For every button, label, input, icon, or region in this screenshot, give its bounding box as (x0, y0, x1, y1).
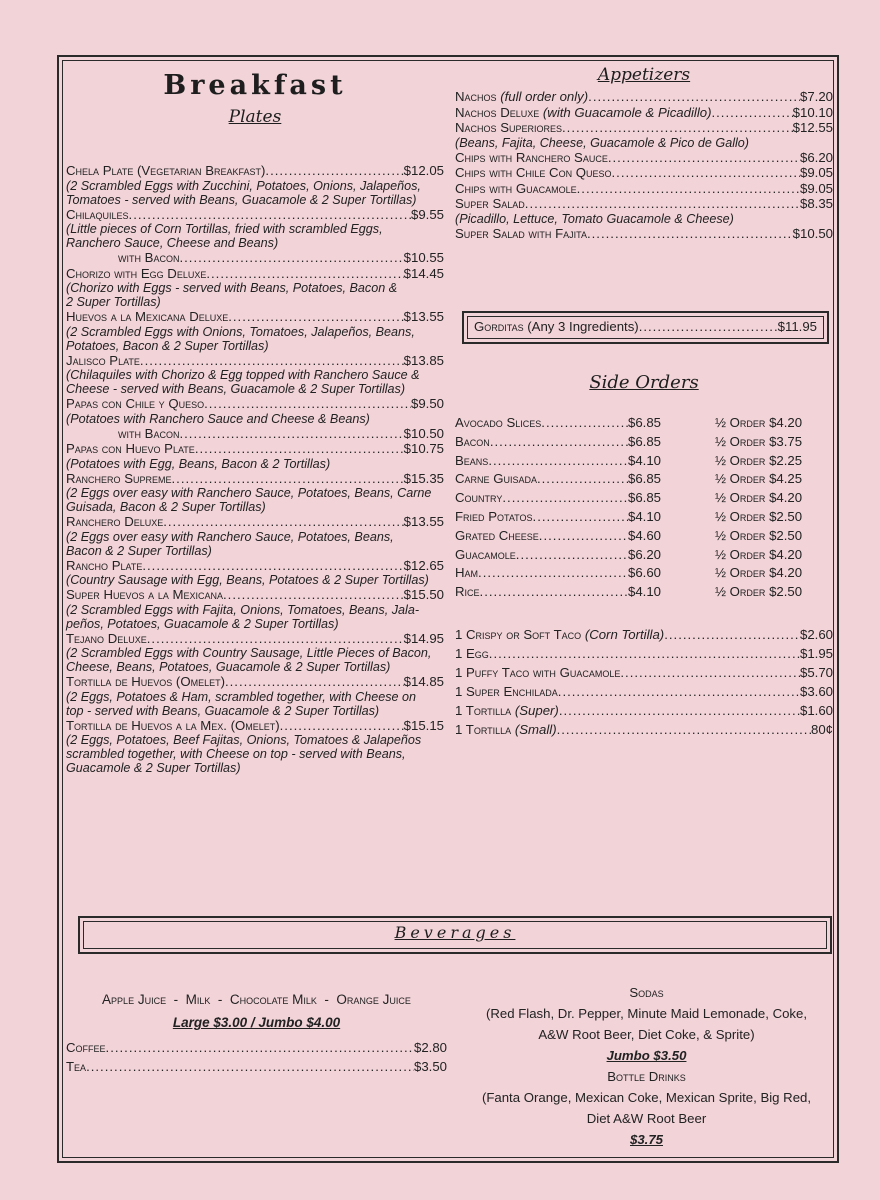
half-order-price: ½ Order $2.50 (715, 584, 803, 600)
item-price: $13.85 (403, 352, 444, 368)
half-order-price: ½ Order $4.20 (715, 490, 803, 506)
item-name: Chips with Guacamole (455, 180, 577, 196)
item-description: peños, Potatoes, Guacamole & 2 Super Tortillas) (66, 616, 339, 631)
item-name: Tortilla de Huevos a la Mex. (Omelet) (66, 717, 280, 733)
side-order-row (455, 564, 833, 583)
item-price: $8.35 (799, 196, 833, 211)
item-description: (2 Eggs, Potatoes & Ham, scrambled together, with Cheese on (66, 689, 417, 704)
side-price: $6.85 (627, 433, 661, 449)
item-price: $9.05 (799, 180, 833, 196)
item-price: $10.75 (403, 441, 444, 456)
side-name: Bacon (455, 433, 490, 449)
side-price: $4.10 (627, 452, 661, 468)
menu-item (455, 105, 833, 121)
beverages-left (66, 992, 447, 1076)
menu-item (455, 89, 833, 105)
item-name: Tea (66, 1059, 87, 1074)
item-name: Jalisco Plate (66, 352, 140, 368)
item-description: (Country Sausage with Egg, Beans, Potatoes & 2 Super Tortillas) (66, 573, 429, 587)
item-description: Guacamole & 2 Super Tortillas) (66, 761, 241, 775)
item-description: (2 Scrambled Eggs with Fajita, Onions, Tomatoes, Beans, Jala- (66, 602, 420, 617)
item-price: $13.55 (403, 309, 444, 324)
item-description: scrambled together, with Cheese on top - served with Beans, (66, 747, 406, 761)
side-price: $6.85 (627, 490, 661, 506)
menu-item (66, 426, 444, 442)
half-order-price: ½ Order $4.25 (715, 471, 803, 487)
item-price: $13.55 (403, 514, 444, 529)
side-price: $4.10 (627, 584, 661, 600)
menu-item (455, 720, 833, 739)
sodas-price: Jumbo $3.50 (606, 1048, 687, 1063)
item-description: Potatoes, Bacon & 2 Super Tortillas) (66, 338, 269, 353)
beverages-header-box (78, 916, 832, 954)
item-description: (Beans, Fajita, Cheese, Guacamole & Pico de Gallo) (455, 135, 749, 150)
menu-item (66, 587, 444, 603)
item-price: $12.65 (403, 557, 444, 573)
side-price: $4.10 (627, 508, 661, 524)
breakfast-section (66, 70, 444, 775)
hot-drinks-list (66, 1038, 447, 1076)
half-order-price: ½ Order $2.50 (715, 508, 803, 524)
beverages-title: Beverages (394, 923, 516, 942)
menu-item (66, 718, 444, 734)
item-price: $3.60 (799, 684, 833, 699)
gorditas-name: Gorditas (474, 319, 524, 334)
side-order-row (455, 452, 833, 471)
item-name: 1 Super Enchilada (455, 684, 558, 699)
item-price: $10.50 (403, 425, 444, 441)
item-price: $14.85 (403, 674, 444, 689)
menu-item (455, 625, 833, 644)
item-price: $10.10 (792, 104, 833, 120)
item-name: Huevos a la Mexicana Deluxe (66, 309, 229, 324)
breakfast-item-list (66, 163, 444, 775)
half-order-price: ½ Order $4.20 (715, 415, 803, 430)
item-description: Ranchero Sauce, Cheese and Beans) (66, 236, 279, 250)
juices-list: Apple Juice - Milk - Chocolate Milk - Orange Juice (102, 992, 411, 1007)
item-name: Super Salad with Fajita (455, 225, 587, 241)
item-name: Ranchero Deluxe (66, 514, 164, 529)
beverages-right (470, 982, 823, 1150)
item-name: 1 Crispy or Soft Taco (455, 627, 582, 642)
item-price: $2.60 (799, 627, 833, 642)
appetizers-section (455, 65, 833, 241)
item-description: 2 Super Tortillas) (66, 295, 161, 309)
item-price: $5.70 (799, 665, 833, 680)
side-name: Carne Guisada (455, 471, 537, 487)
menu-item (455, 165, 833, 181)
item-price: $14.95 (403, 630, 444, 646)
item-price: $15.35 (403, 470, 444, 486)
side-price: $6.85 (627, 471, 661, 487)
item-name: Super Huevos a la Mexicana (66, 587, 223, 602)
menu-item (66, 1057, 447, 1076)
item-name: Papas con Huevo Plate (66, 441, 195, 456)
menu-item (66, 558, 444, 574)
item-note: (Corn Tortilla) (584, 627, 665, 642)
menu-item (66, 631, 444, 647)
item-name: Nachos Deluxe (455, 104, 540, 120)
menu-item (66, 1038, 447, 1057)
side-orders-title: Side Orders (589, 372, 699, 393)
item-price: $6.20 (799, 149, 833, 165)
item-price: $7.20 (799, 89, 833, 104)
item-name: 1 Tortilla (455, 722, 512, 737)
side-name: Country (455, 490, 503, 506)
item-description: (2 Eggs over easy with Ranchero Sauce, Potatoes, Beans, (66, 529, 394, 544)
half-order-price: ½ Order $3.75 (715, 433, 803, 449)
menu-item (455, 701, 833, 720)
item-price: $10.55 (403, 250, 444, 265)
item-description: top - served with Beans, Guacamole & 2 Super Tortillas) (66, 703, 380, 718)
item-name: 1 Tortilla (455, 703, 512, 718)
item-description: (2 Scrambled Eggs with Zucchini, Potatoes, Onions, Jalapeños, (66, 178, 421, 193)
sodas-desc-2: A&W Root Beer, Diet Coke, & Sprite) (538, 1027, 755, 1042)
side-price: $4.60 (627, 527, 661, 543)
item-price: $9.50 (410, 396, 444, 411)
item-name: Tortilla de Huevos (Omelet) (66, 674, 225, 689)
item-name: Ranchero Supreme (66, 470, 172, 486)
appetizers-title: Appetizers (597, 65, 691, 85)
item-note: (full order only) (500, 89, 589, 104)
item-name: Nachos Superiores (455, 120, 563, 135)
bottle-desc-1: (Fanta Orange, Mexican Coke, Mexican Sprite, Big Red, (481, 1090, 812, 1105)
single-items-list (455, 625, 833, 739)
item-price: $9.55 (410, 206, 444, 222)
item-name: Papas con Chile y Queso (66, 396, 205, 411)
item-name: Tejano Deluxe (66, 630, 147, 646)
item-name: Super Salad (455, 196, 525, 211)
menu-item (66, 207, 444, 223)
side-order-row (455, 433, 833, 452)
menu-item (66, 309, 444, 325)
item-description: (2 Eggs over easy with Ranchero Sauce, Potatoes, Beans, Carne (66, 486, 432, 500)
menu-item (455, 120, 833, 136)
menu-item (455, 682, 833, 701)
item-price: 80¢ (810, 722, 833, 737)
item-name: Chilaquiles (66, 206, 129, 222)
side-name: Grated Cheese (455, 527, 539, 543)
item-price: $14.45 (403, 265, 444, 281)
side-order-row (455, 508, 833, 527)
item-description: (Little pieces of Corn Tortillas, fried with scrambled Eggs, (66, 222, 383, 236)
item-name: with Bacon (118, 250, 180, 265)
breakfast-title: Breakfast (163, 70, 347, 101)
side-name: Rice (455, 584, 480, 600)
menu-item (455, 644, 833, 663)
menu-item (66, 441, 444, 457)
side-order-row (455, 527, 833, 546)
side-name: Fried Potatos (455, 508, 533, 524)
juice-prices: Large $3.00 / Jumbo $4.00 (172, 1015, 341, 1030)
side-price: $6.60 (627, 565, 661, 581)
item-price: $15.50 (403, 587, 444, 602)
appetizer-item-list (455, 89, 833, 241)
half-order-price: ½ Order $4.20 (715, 546, 803, 562)
side-orders-list (455, 414, 833, 602)
gorditas-price: $11.95 (777, 319, 817, 334)
item-name: Rancho Plate (66, 557, 143, 573)
side-order-row (455, 546, 833, 565)
menu-item (66, 471, 444, 487)
item-description: Cheese, Beans, Potatoes, Guacamole & 2 Super Tortillas) (66, 660, 391, 674)
gorditas-box (462, 311, 829, 344)
sodas-title: Sodas (629, 985, 664, 1000)
side-name: Beans (455, 452, 489, 468)
menu-item (455, 181, 833, 197)
half-order-price: ½ Order $2.50 (715, 527, 803, 543)
item-description: Cheese - served with Beans, Guacamole & 2 Super Tortillas) (66, 382, 406, 396)
side-order-row (455, 470, 833, 489)
item-price: $12.05 (403, 163, 444, 178)
item-description: (Potatoes with Egg, Beans, Bacon & 2 Tortillas) (66, 456, 331, 471)
item-price: $3.50 (413, 1059, 447, 1074)
side-price: $6.20 (627, 546, 661, 562)
side-name: Guacamole (455, 546, 516, 562)
item-name: Coffee (66, 1040, 106, 1055)
item-note: (with Guacamole & Picadillo) (542, 104, 712, 120)
item-description: Bacon & 2 Super Tortillas) (66, 543, 212, 558)
menu-item (66, 674, 444, 690)
menu-item (66, 163, 444, 179)
item-description: (Chorizo with Eggs - served with Beans, Potatoes, Bacon & (66, 281, 398, 295)
gorditas-note: (Any 3 Ingredients) (527, 319, 639, 334)
menu-item (66, 514, 444, 530)
item-price: $15.15 (403, 717, 444, 733)
item-name: Chela Plate (Vegetarian Breakfast) (66, 163, 266, 178)
item-description: Tomatoes - served with Beans, Guacamole & 2 Super Tortillas) (66, 192, 417, 207)
menu-item (455, 226, 833, 242)
menu-item (66, 250, 444, 266)
side-name: Ham (455, 565, 479, 581)
side-order-row (455, 583, 833, 602)
item-name: 1 Egg (455, 646, 489, 661)
item-description: (Potatoes with Ranchero Sauce and Cheese & Beans) (66, 411, 370, 426)
side-order-row (455, 489, 833, 508)
gorditas-item (474, 319, 817, 335)
bottle-price: $3.75 (629, 1132, 663, 1147)
item-price: $1.95 (799, 646, 833, 661)
menu-item (455, 663, 833, 682)
plates-subtitle: Plates (228, 107, 282, 127)
item-name: 1 Puffy Taco with Guacamole (455, 665, 621, 680)
item-price: $1.60 (799, 703, 833, 718)
item-description: Guisada, Bacon & 2 Super Tortillas) (66, 500, 266, 514)
item-price: $9.05 (799, 165, 833, 180)
side-price: $6.85 (627, 415, 661, 430)
menu-item (455, 150, 833, 166)
item-note: (Super) (514, 703, 559, 718)
item-name: Chorizo with Egg Deluxe (66, 265, 207, 281)
menu-item (66, 353, 444, 369)
item-price: $10.50 (792, 225, 833, 241)
item-price: $12.55 (792, 120, 833, 135)
side-name: Avocado Slices (455, 415, 542, 430)
sodas-desc-1: (Red Flash, Dr. Pepper, Minute Maid Lemonade, Coke, (485, 1006, 808, 1021)
item-description: (2 Scrambled Eggs with Country Sausage, Little Pieces of Bacon, (66, 646, 432, 660)
half-order-price: ½ Order $2.25 (715, 452, 803, 468)
menu-item (66, 396, 444, 412)
bottle-title: Bottle Drinks (607, 1069, 686, 1084)
item-name: Chips with Chile Con Queso (455, 165, 612, 180)
item-description: (2 Scrambled Eggs with Onions, Tomatoes, Jalapeños, Beans, (66, 324, 415, 339)
item-note: (Small) (514, 722, 557, 737)
half-order-price: ½ Order $4.20 (715, 565, 803, 581)
item-name: with Bacon (118, 425, 180, 441)
item-description: (Picadillo, Lettuce, Tomato Guacamole & Cheese) (455, 211, 734, 226)
item-name: Chips with Ranchero Sauce (455, 149, 608, 165)
menu-item (66, 266, 444, 282)
bottle-desc-2: Diet A&W Root Beer (586, 1111, 707, 1126)
item-description: (Chilaquiles with Chorizo & Egg topped with Ranchero Sauce & (66, 368, 420, 382)
item-description: (2 Eggs, Potatoes, Beef Fajitas, Onions, Tomatoes & Jalapeños (66, 733, 422, 747)
menu-item (455, 196, 833, 212)
item-name: Nachos (455, 89, 497, 104)
item-price: $2.80 (413, 1040, 447, 1055)
side-order-row (455, 414, 833, 433)
